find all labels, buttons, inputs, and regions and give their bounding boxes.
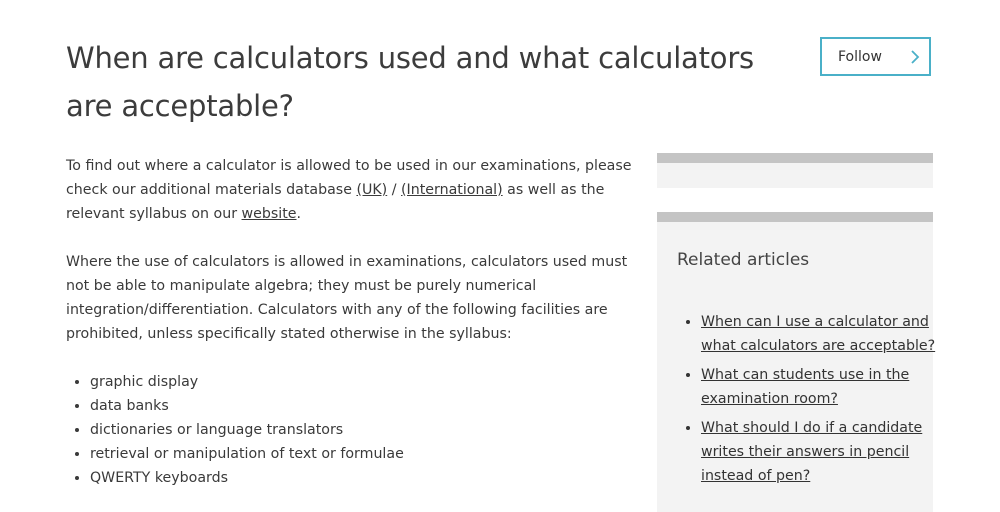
link-separator: / [387, 182, 402, 198]
article-body [66, 154, 641, 490]
chevron-right-icon [901, 50, 929, 64]
related-item [701, 363, 941, 411]
related-articles-heading: Related articles [677, 250, 810, 270]
list-item: • dictionaries or language translators [90, 418, 641, 442]
list-item: • QWERTY keyboards [90, 466, 641, 490]
related-articles-list [677, 310, 941, 493]
related-article-link[interactable]: When can I use a calculator and what calculators are acceptable? [701, 314, 936, 354]
related-article-link[interactable]: What can students use in the examination room? [701, 367, 910, 407]
link-international[interactable]: (International) [401, 182, 503, 198]
link-website[interactable]: website [241, 206, 297, 222]
page-title: When are calculators used and what calculators are acceptable? [66, 41, 754, 123]
related-article-link[interactable]: What should I do if a candidate writes their answers in pencil instead of pen? [701, 420, 923, 484]
follow-button-label: Follow [838, 48, 882, 65]
intro-text-end: . [296, 206, 302, 222]
intro-paragraph [66, 154, 641, 226]
sidebar-panel-top [657, 153, 933, 188]
intro-text: To find out where a calculator is allowed to be used in our examinations, please check our additional materials database [66, 158, 632, 198]
link-uk[interactable]: (UK) [356, 182, 388, 198]
prohibited-list [66, 370, 641, 490]
related-articles-panel [657, 212, 936, 512]
related-item [701, 310, 941, 358]
list-item: • data banks [90, 394, 641, 418]
follow-button[interactable] [820, 37, 931, 76]
related-item [701, 416, 941, 488]
list-item: • retrieval or manipulation of text or formulae [90, 442, 641, 466]
list-item: • graphic display [90, 370, 641, 394]
rules-paragraph: Where the use of calculators is allowed in examinations, calculators used must not be able to manipulate algebra; they must be purely numerical integration/differentiation. Calculators with any of the following facilities are prohibited, unless specifically stated otherwise in the syllabus: [66, 254, 628, 342]
intro-text-2: as well as the relevant syllabus on our [66, 182, 605, 222]
